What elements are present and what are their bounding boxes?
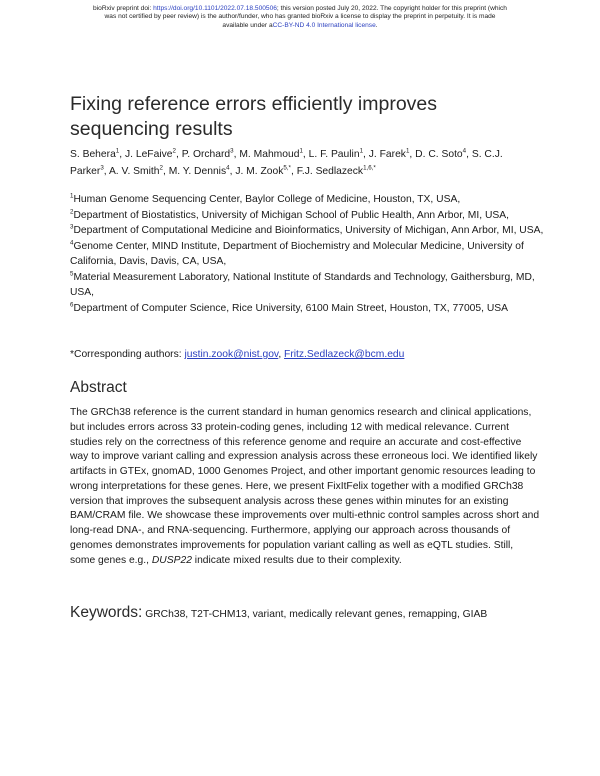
doi-link[interactable]: https://doi.org/10.1101/2022.07.18.500506 <box>153 5 277 12</box>
email-link-sedlazeck[interactable]: Fritz.Sedlazeck@bcm.edu <box>284 349 405 360</box>
author <box>239 149 303 160</box>
author-name: D. C. Soto <box>415 149 463 160</box>
email-link-zook[interactable]: justin.zook@nist.gov <box>184 349 279 360</box>
keywords-text: GRCh38, T2T-CHM13, variant, medically relevant genes, remapping, GIAB <box>142 609 488 620</box>
affiliation-text: Department of Computer Science, Rice University, 6100 Main Street, Houston, TX, 77005, USA <box>73 302 509 314</box>
affiliation <box>70 270 545 301</box>
author-affiliation-marker: 2 <box>159 164 163 172</box>
author <box>309 149 363 160</box>
author <box>169 166 230 177</box>
author-name: J. LeFaive <box>124 149 173 160</box>
gene-name-italic: DUSP22 <box>151 554 192 566</box>
banner-line-1 <box>0 5 600 13</box>
affiliation-text: Department of Computational Medicine and Bioinformatics, University of Michigan, Ann Arbor, MI, USA, <box>73 225 544 236</box>
affiliation-marker: 6 <box>70 301 74 309</box>
affiliation <box>70 223 545 239</box>
abstract-ending: indicate mixed results due to their complexity. <box>191 554 402 566</box>
author-name: J. M. Zook <box>235 166 284 177</box>
author-affiliation-marker: 3 <box>230 147 234 155</box>
banner-license-suffix: . <box>375 21 378 29</box>
affiliation <box>70 208 545 224</box>
author-affiliation-marker: 1 <box>405 147 410 155</box>
author <box>297 166 376 177</box>
corresponding-authors <box>70 347 545 362</box>
affiliation-text: Human Genome Sequencing Center, Baylor College of Medicine, Houston, TX, USA, <box>73 194 461 205</box>
author-name: A. V. Smith <box>108 166 160 177</box>
affiliation-marker: 5 <box>70 270 74 278</box>
author-name: M. Y. Dennis <box>168 166 227 177</box>
affiliation-text: Genome Center, MIND Institute, Department of Biochemistry and Molecular Medicine, University of California, Davis, Davis, CA, USA, <box>70 240 524 267</box>
corresponding-label: *Corresponding authors: <box>70 349 185 360</box>
abstract-heading: Abstract <box>70 379 127 396</box>
affiliation <box>70 192 545 208</box>
email-separator: , <box>278 349 285 360</box>
affiliation-marker: 1 <box>70 192 74 200</box>
banner-license-prefix: available under a <box>222 21 273 29</box>
author-list: S. Behera$^1$, J. LeFaive$^2$, P. Orchard$^3$, M. Mahmoud$^1$, L. F. Paulin$^1$, J. Farek$^1$, D. C. Soto$^4$, S. C.J. Parker$^3$, A. V. Smith$^2$, M. Y. Dennis$^4$, J. M. Zook$^{5,*}$, F.J. Sedlazeck$^{1,6,*}$ <box>70 147 503 177</box>
affiliation <box>70 301 545 317</box>
author-name: F.J. Sedlazeck <box>296 166 364 177</box>
author-affiliation-marker: 2 <box>172 147 176 155</box>
author <box>125 149 176 160</box>
author-affiliation-marker: 4 <box>226 164 230 172</box>
license-link[interactable]: CC-BY-ND 4.0 International license <box>272 21 376 29</box>
author-name: J. Farek <box>368 149 406 160</box>
author-name: S. C.J. Parker <box>70 149 503 177</box>
preprint-banner <box>0 5 600 30</box>
author-name: S. Behera <box>70 149 116 160</box>
keywords-label: Keywords: <box>70 604 143 621</box>
abstract-body: The GRCh38 reference is the current standard in human genomics research and clinical applications, but includes errors across 33 protein-coding genes, including 12 with medical relevance. Current studies rely on the correctness of this reference genome and require an accurate and cost-effective way to improve variant calling and expression analysis across these erroneous loci. We identified likely artifacts in GTEx, gnomAD, 1000 Genomes Project, and other important genomic resources leading to wrong interpretations for these genes. Here, we present FixItFelix together with a modified GRCh38 version that improves the subsequent analysis across these genes within minutes for an existing BAM/CRAM file. We showcase these improvements over multi-ethnic control samples across short and long-read DNA-, and RNA-sequencing. Furthermore, applying our approach across thousands of genomes demonstrates improvements for population variant calling as well as eQTL studies. Still, some genes e.g., <box>70 407 540 566</box>
author <box>182 149 234 160</box>
banner-copyright-text: ; this version posted July 20, 2022. The copyright holder for this preprint (which <box>276 5 507 12</box>
keywords <box>70 604 550 622</box>
author-name: P. Orchard <box>181 149 231 160</box>
author <box>109 166 163 177</box>
author <box>70 149 119 160</box>
affiliation-text: Material Measurement Laboratory, National Institute of Standards and Technology, Gaithersburg, MD, USA, <box>70 271 535 298</box>
author-affiliation-marker: 1,6,* <box>363 164 376 172</box>
author-affiliation-marker: 5,* <box>283 164 291 172</box>
affiliation-text: Department of Biostatistics, University of Michigan School of Public Health, Ann Arbor, MI, USA, <box>73 209 509 221</box>
abstract-text <box>70 406 540 568</box>
affiliation <box>70 239 545 270</box>
banner-line-3 <box>0 22 600 30</box>
author <box>235 166 291 177</box>
banner-line-2: was not certified by peer review) is the author/funder, who has granted bioRxiv a license to display the preprint in perpetuity. It is made <box>104 13 496 21</box>
author-affiliation-marker: 3 <box>100 164 104 172</box>
affiliation-marker: 4 <box>70 239 74 247</box>
affiliation-list <box>70 192 545 316</box>
author <box>415 149 466 160</box>
paper-title: Fixing reference errors efficiently improves sequencing results <box>70 93 438 140</box>
affiliation-marker: 2 <box>70 208 74 216</box>
author-affiliation-marker: 4 <box>462 147 467 155</box>
author-name: L. F. Paulin <box>308 149 360 160</box>
author-affiliation-marker: 1 <box>359 147 364 155</box>
author-name: M. Mahmoud <box>239 149 300 160</box>
banner-doi-prefix: bioRxiv preprint doi: <box>93 5 154 12</box>
author <box>369 149 410 160</box>
author-affiliation-marker: 1 <box>299 147 303 155</box>
affiliation-marker: 3 <box>70 223 74 231</box>
author-affiliation-marker: 1 <box>115 147 120 155</box>
